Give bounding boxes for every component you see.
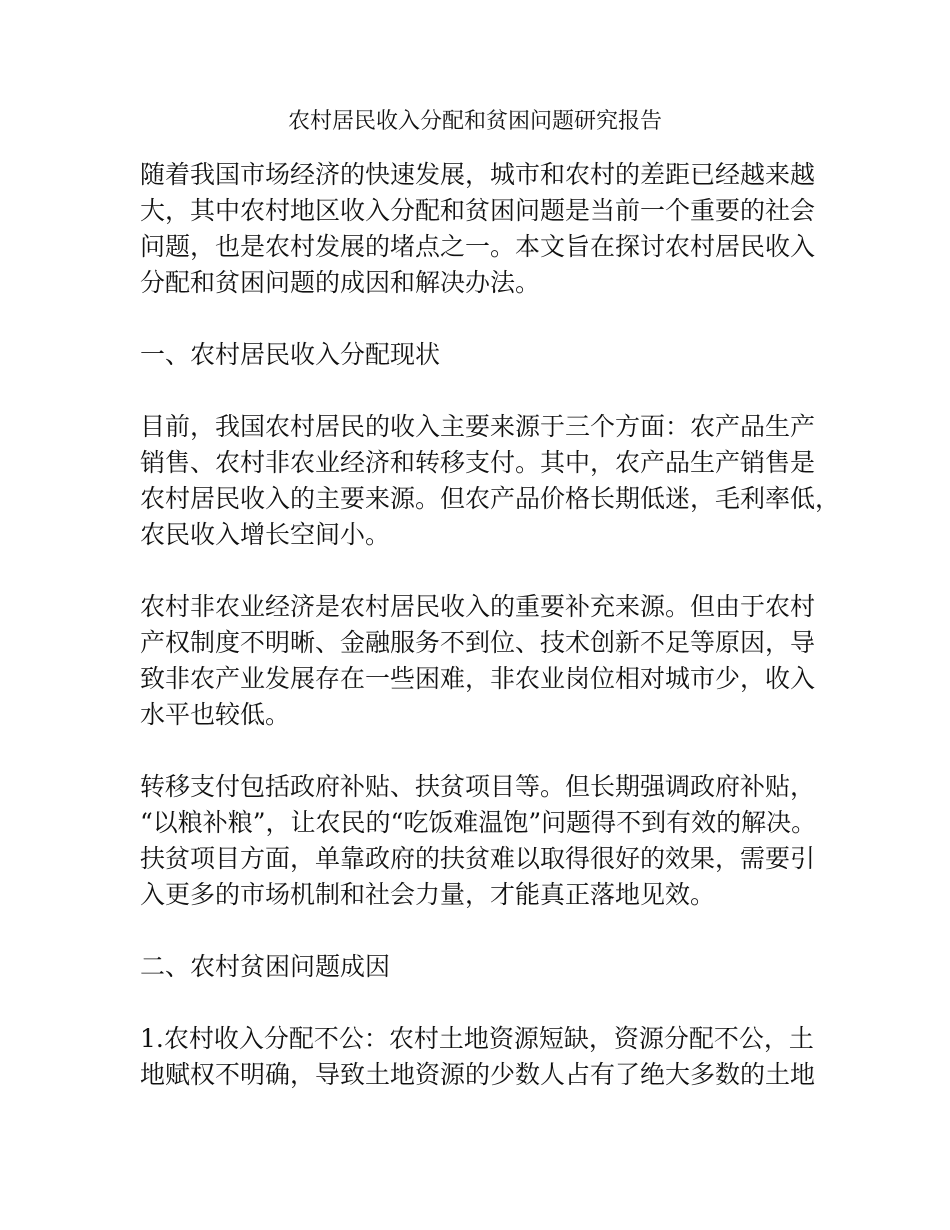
paragraph-line: 农村居民收入的主要来源。但农产品价格长期低迷，毛利率低， (140, 484, 841, 513)
paragraph-line: 入更多的市场机制和社会力量，才能真正落地见效。 (140, 880, 716, 909)
paragraph-line: 地赋权不明确，导致土地资源的少数人占有了绝大多数的土地 (140, 1060, 816, 1089)
paragraph-line: “以粮补粮”，让农民的“吃饭难温饱”问题得不到有效的解决。 (140, 808, 817, 837)
paragraph-line: 1.农村收入分配不公：农村土地资源短缺，资源分配不公，土 (140, 1024, 814, 1053)
paragraph-line: 致非农产业发展存在一些困难，非农业岗位相对城市少，收入 (140, 664, 816, 693)
paragraph-line: 分配和贫困问题的成因和解决办法。 (140, 268, 541, 297)
paragraph-line: 大，其中农村地区收入分配和贫困问题是当前一个重要的社会 (140, 196, 816, 225)
section-heading: 二、农村贫困问题成因 (140, 952, 391, 981)
paragraph-line: 转移支付包括政府补贴、扶贫项目等。但长期强调政府补贴， (140, 772, 816, 801)
paragraph-line: 目前，我国农村居民的收入主要来源于三个方面：农产品生产 (140, 412, 816, 441)
paragraph-line: 产权制度不明晰、金融服务不到位、技术创新不足等原因，导 (140, 628, 816, 657)
paragraph-line: 随着我国市场经济的快速发展，城市和农村的差距已经越来越 (140, 160, 816, 189)
paragraph-line: 水平也较低。 (140, 700, 291, 729)
section-heading: 一、农村居民收入分配现状 (140, 340, 441, 369)
paragraph-line: 农民收入增长空间小。 (140, 520, 391, 549)
document-title: 农村居民收入分配和贫困问题研究报告 (287, 109, 662, 134)
paragraph-line: 问题，也是农村发展的堵点之一。本文旨在探讨农村居民收入 (140, 232, 816, 261)
paragraph-line: 销售、农村非农业经济和转移支付。其中，农产品生产销售是 (140, 448, 816, 477)
paragraph-line: 农村非农业经济是农村居民收入的重要补充来源。但由于农村 (140, 592, 816, 621)
paragraph-line: 扶贫项目方面，单靠政府的扶贫难以取得很好的效果，需要引 (140, 844, 816, 873)
